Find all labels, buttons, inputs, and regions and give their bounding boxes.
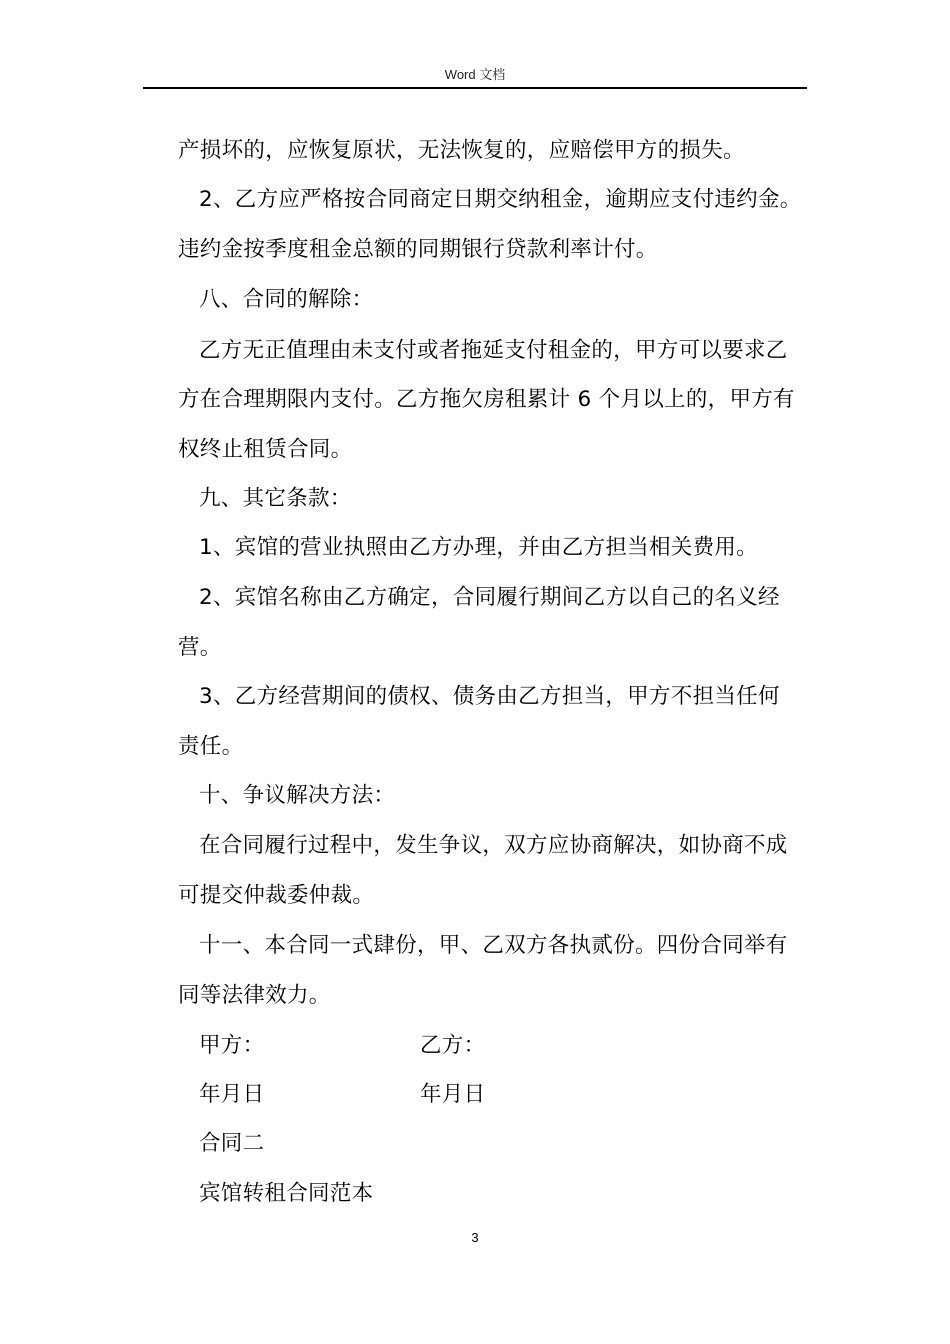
section-heading: 九、其它条款：: [199, 486, 352, 511]
section-heading: 十、争议解决方法：: [199, 783, 396, 808]
signature-row: [199, 1020, 486, 1072]
party-b-label: 乙方：: [420, 1033, 486, 1058]
paragraph-line: 权终止租赁合同。: [178, 437, 353, 462]
paragraph-line: 2、宾馆名称由乙方确定，合同履行期间乙方以自己的名义经: [199, 585, 780, 610]
paragraph-line: 营。: [178, 635, 222, 660]
document-subtitle: 宾馆转租合同范本: [199, 1181, 374, 1206]
section-title: 合同二: [199, 1131, 265, 1156]
party-a-label: 甲方：: [199, 1033, 265, 1058]
paragraph-line: 2、乙方应严格按合同商定日期交纳租金，逾期应支付违约金。: [199, 187, 802, 212]
section-heading: 八、合同的解除：: [199, 287, 374, 312]
paragraph-line: 乙方无正值理由未支付或者拖延支付租金的，甲方可以要求乙: [199, 338, 788, 363]
date-row: [199, 1069, 486, 1121]
paragraph-line: 可提交仲裁委仲裁。: [178, 883, 375, 908]
party-b-date: 年月日: [420, 1082, 486, 1107]
paragraph-line: 1、宾馆的营业执照由乙方办理，并由乙方担当相关费用。: [199, 535, 758, 560]
header-divider: [143, 87, 807, 89]
paragraph-line: 违约金按季度租金总额的同期银行贷款利率计付。: [178, 237, 658, 262]
party-a-date: 年月日: [199, 1082, 265, 1107]
paragraph-line: 3、乙方经营期间的债权、债务由乙方担当，甲方不担当任何: [199, 684, 780, 709]
page-number: 3: [471, 1230, 479, 1245]
paragraph-line: 同等法律效力。: [178, 983, 331, 1008]
paragraph-line: 十一、本合同一式肆份，甲、乙双方各执贰份。四份合同举有: [199, 933, 788, 958]
paragraph-line: 责任。: [178, 734, 244, 759]
page-header: Word 文档: [444, 67, 506, 82]
paragraph-line: 在合同履行过程中，发生争议，双方应协商解决，如协商不成: [199, 833, 788, 858]
paragraph-line: 产损坏的，应恢复原状，无法恢复的，应赔偿甲方的损失。: [178, 138, 745, 163]
paragraph-line: 方在合理期限内支付。乙方拖欠房租累计 6 个月以上的，甲方有: [178, 387, 795, 412]
